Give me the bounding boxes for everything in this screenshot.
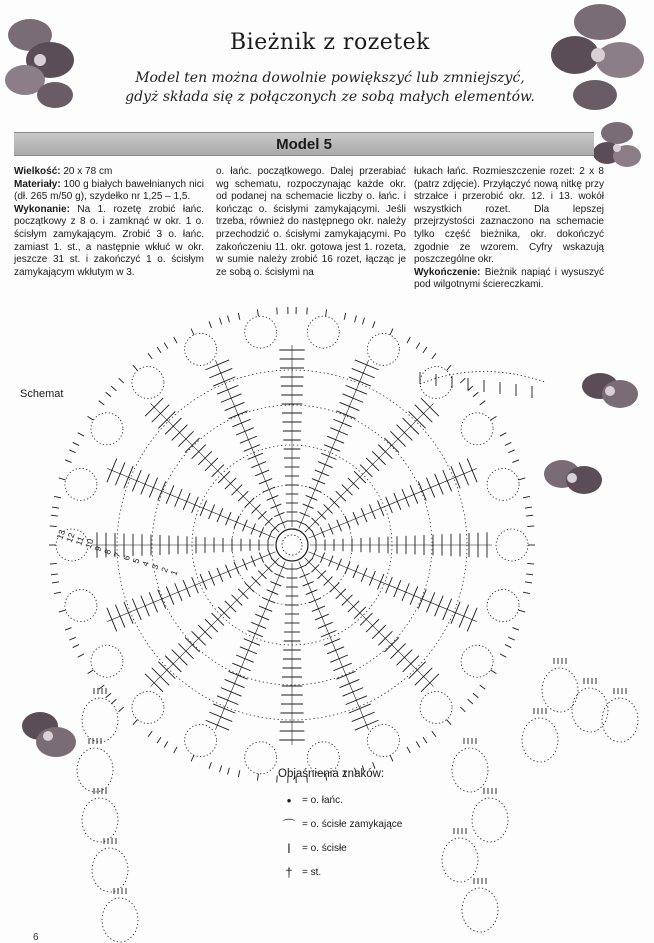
scallop-arc [487, 468, 519, 500]
edge-stitch [51, 515, 58, 516]
page-title: Bieżnik z rozetek [230, 30, 430, 55]
page-number: 6 [33, 932, 39, 943]
scallop-arc [245, 316, 277, 348]
materials-label: Materiały: [14, 178, 61, 190]
edge-stitch [88, 670, 94, 674]
border-loop [522, 718, 558, 762]
edge-stitch [111, 386, 116, 391]
edge-stitch [88, 416, 94, 420]
edge-stitch [119, 378, 124, 383]
edge-stitch [407, 337, 410, 343]
edge-stitch [65, 628, 72, 631]
edge-stitch [59, 610, 66, 612]
edge-stitch [50, 526, 57, 527]
edge-stitch [523, 592, 530, 593]
scallop-arc [91, 413, 123, 445]
scallop-arc [65, 468, 97, 500]
model-heading-bar [14, 132, 594, 156]
edge-stitch [500, 654, 506, 657]
edge-stitch [416, 343, 420, 349]
edge-stitch [473, 392, 478, 396]
edge-stitch [78, 433, 84, 436]
edge-stitch [505, 442, 511, 445]
edge-stitch [491, 670, 497, 674]
edge-stitch [191, 329, 194, 335]
orchid-bar-right-icon [592, 118, 642, 173]
edge-stitch [65, 460, 72, 463]
scallop-arc [461, 645, 493, 677]
edge-stitch [228, 768, 230, 775]
round-number: 6 [120, 553, 132, 562]
legend-item-text: = st. [302, 866, 322, 878]
edge-stitch [390, 755, 393, 761]
centre-chain-ring [282, 535, 302, 555]
column-3-text: łukach łańc. Rozmieszczenie rozet: 2 x 8 (patrz zdjęcie). Przyłączyć nową nitkę przy strzałce i przerobić okr. 12. i 13. wokół wszystkich rozet. Dla lepszej przejrzystości zaznaczono na schemacie tylko część bieżnika, okr. dokończyć zgodnie ze wzorem. Cyfry wskazują poszczególne okr. [414, 166, 604, 266]
legend-item-text: = o. ścisłe zamykające [302, 818, 403, 830]
border-loop [82, 698, 118, 742]
edge-stitch [423, 737, 427, 743]
border-loop [102, 898, 138, 942]
slip-stitch-symbol-icon: ⌒ [282, 817, 296, 833]
edge-stitch [54, 496, 61, 497]
edge-stitch [460, 378, 465, 383]
round-number: 11 [73, 534, 86, 547]
edge-stitch [220, 765, 222, 772]
round-number: 9 [92, 544, 104, 553]
edge-stitch [50, 563, 57, 564]
round-number: 10 [82, 537, 96, 550]
round-number: 4 [139, 559, 151, 568]
legend-item-chain [278, 788, 458, 812]
edge-stitch [505, 645, 511, 648]
border-loop [77, 748, 113, 792]
scallop-arc [245, 742, 277, 774]
edge-stitch [500, 433, 506, 436]
subtitle-line-2: gdyż składa się z połączonych ze sobą małych elementów. [125, 89, 535, 105]
scallop-arc [487, 590, 519, 622]
edge-stitch [54, 592, 61, 593]
edge-stitch [119, 707, 124, 712]
edge-stitch [99, 401, 105, 405]
edge-stitch [447, 720, 452, 725]
edge-stitch [148, 353, 152, 359]
text-column-3 [414, 166, 604, 292]
edge-stitch [416, 741, 420, 747]
edge-stitch [525, 507, 532, 508]
scallop-arc [185, 725, 217, 757]
edge-stitch [527, 526, 534, 527]
edge-stitch [527, 563, 534, 564]
edge-stitch [73, 645, 79, 648]
edge-stitch [148, 731, 152, 737]
edge-stitch [209, 762, 211, 769]
subtitle-line-1: Model ten można dowolnie powiększyć lub zmniejszyć, [135, 70, 525, 86]
size-paragraph [14, 166, 204, 179]
edge-stitch [373, 321, 375, 328]
scallop-arc [367, 725, 399, 757]
round-number: 7 [111, 550, 123, 559]
scallop-arc [132, 691, 164, 723]
edge-stitch [518, 478, 525, 480]
centre-ring [276, 529, 308, 561]
edge-stitch [69, 637, 75, 640]
edge-stitch [174, 337, 177, 343]
scallop-arc [91, 645, 123, 677]
edge-stitch [468, 699, 473, 704]
edge-stitch [164, 741, 168, 747]
edge-stitch [432, 353, 436, 359]
legend-item-text: = o. łańc. [302, 794, 343, 806]
edge-stitch [491, 416, 497, 420]
legend-item-double-crochet [278, 860, 458, 884]
round-number: 1 [168, 568, 180, 577]
column-2-text: o. łańc. początkowego. Dalej przerabiać wg schematu, rozpoczynając każde okr. od podanej na schemacie liczby o. łańc. i kończąc o. ścisłymi zamykającymi. Jeśli trzeba, również do następnego okr. należy przechodzić o. ścisłymi zamykającymi. Po zakończeniu 11. okr. gotowa jest 1. rozeta, w sumie należy zrobić 16 rozet, łącząc je ze sobą o. ścisłymi na [216, 166, 406, 278]
edge-stitch [52, 507, 59, 508]
execution-text: Na 1. rozetę zrobić łańc. początkowy z 8 o. i zamknąć w okr. 1 o. ścisłym zamykającym. Zrobić 3 o. łańc. zamiast 1. st., a następnie wkłuć w okr. jeszcze 31 st. i zakończyć 1 o. ścisłym zamykającym wkłutym w 3. [14, 203, 204, 278]
edge-stitch [508, 637, 514, 640]
scallop-arc [496, 529, 528, 561]
edge-stitch [220, 318, 222, 325]
round-number: 5 [130, 556, 142, 565]
edge-stitch [526, 515, 533, 516]
double-crochet-symbol-icon: † [285, 864, 293, 880]
edge-stitch [51, 574, 58, 575]
execution-paragraph [14, 204, 204, 280]
border-loop [472, 798, 508, 842]
edge-stitch [78, 654, 84, 657]
edge-stitch [174, 747, 177, 753]
finishing-label: Wykończenie: [414, 266, 481, 278]
edge-stitch [326, 309, 327, 316]
edge-stitch [512, 628, 519, 631]
edge-stitch [526, 574, 533, 575]
edge-stitch [69, 450, 75, 453]
edge-stitch [525, 582, 532, 583]
scallop-arc [132, 367, 164, 399]
edge-stitch [52, 582, 59, 583]
scallop-arc [367, 333, 399, 365]
edge-stitch [512, 460, 519, 463]
edge-stitch [362, 318, 364, 325]
arm-chain [420, 371, 545, 384]
round-number: 13 [54, 528, 68, 541]
round-number: 8 [101, 547, 113, 556]
edge-stitch [133, 365, 138, 370]
edge-stitch [468, 386, 473, 391]
edge-stitch [460, 707, 465, 712]
edge-stitch [390, 329, 393, 335]
edge-stitch [133, 720, 138, 725]
model-heading: Model 5 [276, 136, 332, 153]
legend-item-slip-stitch [278, 812, 458, 836]
edge-stitch [447, 365, 452, 370]
edge-stitch [344, 313, 346, 320]
edge-stitch [238, 313, 240, 320]
edge-stitch [111, 699, 116, 704]
edge-stitch [228, 316, 230, 323]
scallop-arc [185, 333, 217, 365]
round-number: 12 [63, 531, 77, 544]
scallop-arc [461, 413, 493, 445]
size-label: Wielkość: [14, 166, 61, 177]
edge-stitch [508, 450, 514, 453]
materials-paragraph [14, 179, 204, 204]
border-loop [82, 798, 118, 842]
edge-stitch [480, 685, 486, 689]
edge-stitch [407, 747, 410, 753]
edge-stitch [355, 316, 357, 323]
legend-item-single-crochet [278, 836, 458, 860]
edge-stitch [257, 309, 258, 316]
round-number: 2 [158, 565, 170, 574]
edge-stitch [473, 693, 478, 697]
execution-label: Wykonanie: [14, 203, 70, 215]
edge-stitch [73, 442, 79, 445]
edge-stitch [157, 347, 161, 353]
chain-symbol-icon: • [286, 792, 292, 808]
edge-stitch [518, 610, 525, 612]
border-loop [92, 848, 128, 892]
size-text: 20 x 78 cm [60, 166, 113, 177]
edge-stitch [523, 496, 530, 497]
edge-stitch [257, 774, 258, 781]
materials-text: 100 g białych bawełnianych nici (dł. 265 m/50 g), szydełko nr 1,25 – 1,5. [14, 178, 204, 203]
legend [278, 768, 458, 884]
edge-stitch [59, 478, 66, 480]
orchid-top-left-icon [0, 5, 85, 115]
edge-stitch [164, 343, 168, 349]
edge-stitch [238, 770, 240, 777]
edge-stitch [106, 392, 111, 396]
legend-title: Objaśnienia znaków: [278, 768, 385, 780]
edge-stitch [157, 737, 161, 743]
finishing-text: Bieżnik napiąć i wysuszyć pod wilgotnymi ściereczkami. [414, 266, 604, 291]
scallop-arc [65, 590, 97, 622]
scallop-arc [420, 691, 452, 723]
edge-stitch [432, 731, 436, 737]
legend-item-text: = o. ścisłe [302, 842, 347, 854]
schemat-label: Schemat [20, 388, 64, 400]
scallop-arc [307, 316, 339, 348]
edge-stitch [99, 685, 105, 689]
round-number: 3 [149, 562, 161, 571]
text-column-2 [216, 166, 406, 279]
finishing-paragraph [414, 267, 604, 292]
edge-stitch [209, 321, 211, 328]
single-crochet-symbol-icon: ǀ [287, 840, 291, 856]
edge-stitch [423, 347, 427, 353]
edge-stitch [191, 755, 194, 761]
text-column-1 [14, 166, 204, 279]
border-loop [462, 888, 498, 932]
edge-stitch [480, 401, 486, 405]
